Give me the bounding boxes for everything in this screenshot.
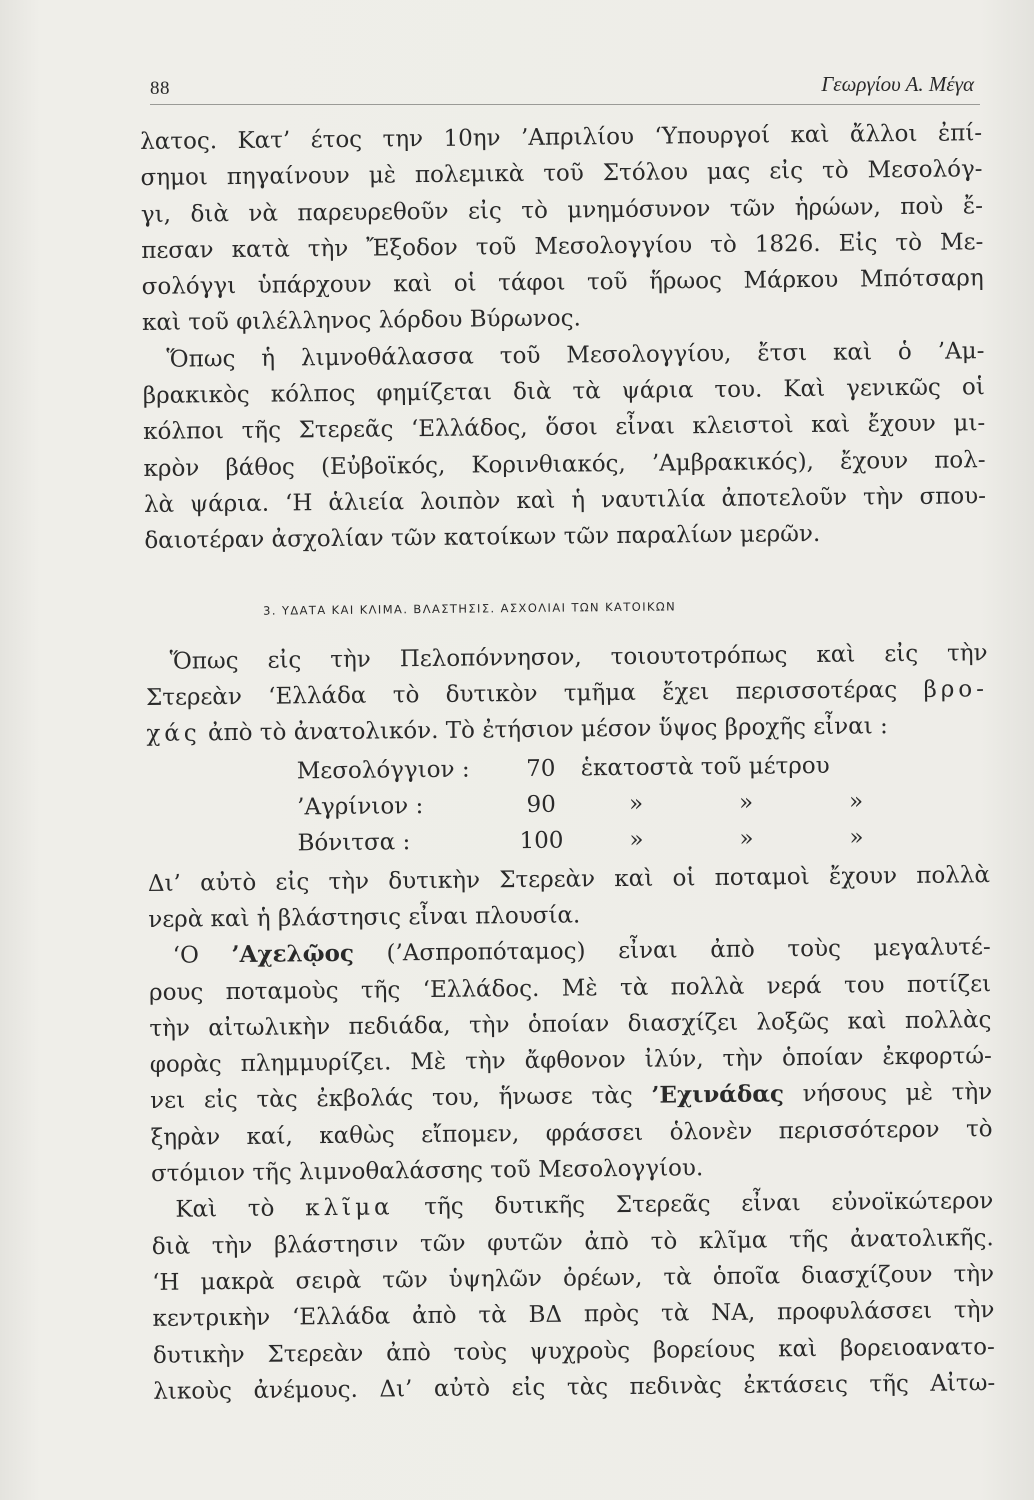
rainfall-value: 70: [525, 755, 556, 782]
text-line: [146, 708, 988, 753]
rainfall-unit: ἑκατοστὰ τοῦ μέτρου: [580, 752, 830, 782]
text-segment: Καὶ τὸ: [175, 1195, 275, 1224]
text-line: σημοι πηγαίνουν μὲ πολεμικὰ τοῦ Στόλου μας εἰς τὸ Μεσολόγ-: [140, 156, 983, 192]
paragraph-4: [148, 857, 991, 938]
ditto-mark: »: [738, 789, 754, 816]
rainfall-table: [297, 746, 990, 862]
text-line: νερὰ καὶ ἡ βλάστησις εἶναι πλουσία.: [148, 902, 581, 933]
text-line: Ὅπως ἡ λιμνοθάλασσα τοῦ Μεσολογγίου, ἔτσι καὶ ὁ ’Αμ-: [166, 337, 985, 373]
ditto-mark: »: [739, 825, 754, 853]
paragraph-5: [149, 929, 994, 1192]
text-line: δαιοτέραν ἀσχολίαν τῶν κατοίκων τῶν παραλίων μερῶν.: [144, 521, 821, 555]
section-heading: 3. ΥΔΑΤΑ ΚΑΙ ΚΛΙΜΑ. ΒΛΑΣΤΗΣΙΣ. ΑΣΧΟΛΙΑΙ ΤΩΝ ΚΑΤΟΙΚΩΝ: [263, 598, 677, 618]
place-name: Μεσολόγγιον :: [296, 756, 470, 785]
place-name: Βόνιτσα :: [297, 829, 411, 857]
ditto-mark: »: [628, 790, 644, 817]
place-name: ’Αγρίνιον :: [297, 793, 424, 821]
emphasis-spaced: χάς: [146, 720, 201, 748]
text-line: πεσαν κατὰ τὴν Ἔξοδον τοῦ Μεσολογγίου τὸ 1826. Εἰς τὸ Με-: [141, 229, 984, 264]
ditto-mark: »: [849, 824, 864, 851]
paragraph-1: [140, 115, 984, 342]
text-line: διὰ τὴν βλάστησιν τῶν φυτῶν ἀπὸ τὸ κλῖμα τῆς ἀνατολικῆς.: [151, 1224, 994, 1260]
text-line: κεντρικὴν ‘Ελλάδα ἀπὸ τὰ ΒΔ πρὸς τὰ ΝΑ, προφυλάσσει τὴν: [152, 1297, 995, 1333]
text-segment: ‘Ο: [172, 942, 200, 969]
text-line: δυτικὴν Στερεὰν ἀπὸ τοὺς ψυχροὺς βορείους καὶ βορειοανατο-: [152, 1333, 995, 1369]
text-line: κρὸν βάθος (Εὐβοϊκός, Κορινθιακός, ’Αμβρακικός), ἔχουν πολ-: [143, 446, 986, 482]
paragraph-6: [151, 1183, 995, 1410]
text-line: ‘Η μακρὰ σειρὰ τῶν ὑψηλῶν ὀρέων, τὰ ὁποῖα διασχίζουν τὴν: [151, 1261, 995, 1296]
ditto-marks: [575, 819, 901, 859]
text-line: ρους ποταμοὺς τῆς ‘Ελλάδος. Μὲ τὰ πολλὰ νερά του ποτίζει: [148, 970, 992, 1006]
ditto-marks: [575, 783, 901, 823]
text-line: κόλποι τῆς Στερεᾶς ‘Ελλάδος, ὅσοι εἶναι κλειστοὶ καὶ ἔχουν μι-: [143, 410, 986, 446]
ditto-mark: »: [848, 788, 864, 815]
text-line: τὴν αἰτωλικὴν πεδιάδα, τὴν ὁποίαν διασχίζει λοξῶς καὶ πολλὰς: [149, 1006, 992, 1042]
text-line: λὰ ψάρια. ‘Η ἁλιεία λοιπὸν καὶ ἡ ναυτιλία ἀποτελοῦν τὴν σπου-: [143, 483, 987, 518]
text-line: λατος. Κατ’ έτος την 10ην ’Απριλίου ‘Υπουργοί καὶ ἄλλοι ἐπί-: [140, 120, 983, 155]
text-line: γι, διὰ νὰ παρευρεθοῦν εἰς τὸ μνημόσυνον τῶν ἡρώων, ποὺ ἔ-: [140, 192, 984, 228]
text-line: λικοὺς ἀνέμους. Δι’ αὐτὸ εἰς τὰς πεδινὰς ἐκτάσεις τῆς Αἰτω-: [153, 1369, 996, 1405]
paragraph-3: [145, 635, 988, 753]
running-head: Γεωργίου Α. Μέγα: [821, 72, 974, 96]
text-line: στόμιον τῆς λιμνοθαλάσσης τοῦ Μεσολογγίου.: [150, 1155, 704, 1187]
text-line: βρακικὸς κόλπος φημίζεται διὰ τὰ ψάρια του. Καὶ γενικῶς οἱ: [142, 374, 985, 410]
emphasis-spaced: βρο-: [923, 676, 989, 703]
text-segment: (’Ασπροπόταμος) εἶναι ἀπὸ τοὺς μεγαλυτέ-: [386, 934, 991, 967]
table-row: [297, 818, 989, 862]
text-line: σολόγγι ὑπάρχουν καὶ οἱ τάφοι τοῦ ἥρωος Μάρκου Μπότσαρη: [141, 265, 984, 301]
text-segment: τῆς δυτικῆς Στερεᾶς εἶναι εὐνοϊκώτερον: [424, 1188, 994, 1221]
text-line: Δι’ αὐτὸ εἰς τὴν δυτικὴν Στερεὰν καὶ οἱ ποταμοὶ ἔχουν πολλὰ: [147, 861, 991, 897]
emphasis-spaced: κλῖμα: [305, 1194, 394, 1222]
page-header: [150, 72, 980, 105]
text-line: Ὅπως εἰς τὴν Πελοπόννησον, τοιουτοτρόπως καὶ εἰς τὴν: [169, 640, 988, 675]
text-line: καὶ τοῦ φιλέλληνος λόρδου Βύρωνος.: [141, 305, 581, 337]
text-line: φορὰς πλημμυρίζει. Μὲ τὴν ἄφθονον ἰλύν, τὴν ὁποίαν ἐκφορτώ-: [149, 1043, 992, 1079]
bold-term: ’Εχινάδας: [651, 1080, 785, 1110]
ditto-mark: »: [629, 827, 644, 854]
rainfall-value: 90: [526, 791, 556, 819]
body-text: [140, 115, 995, 1410]
page-number: 88: [150, 78, 170, 99]
text-segment: νει εἰς τὰς ἐκβολάς του, ἥνωσε τὰς: [150, 1083, 633, 1115]
text-line: ξηρὰν καί, καθὼς εἴπομεν, φράσσει ὁλονὲν περισσότερον τὸ: [150, 1115, 993, 1151]
text-segment: νήσους μὲ τὴν: [802, 1079, 993, 1108]
text-segment: ἀπὸ τὸ ἀνατολικόν. Τὸ ἐτήσιον μέσον ὕψος βροχῆς εἶναι :: [207, 713, 888, 747]
bold-term: ’Αχελῷος: [231, 940, 355, 969]
paragraph-2: [142, 333, 986, 560]
rainfall-value: 100: [519, 827, 564, 855]
text-segment: Στερεὰν ‘Ελλάδα τὸ δυτικὸν τμῆμα ἔχει περισσοτέρας: [145, 677, 898, 712]
